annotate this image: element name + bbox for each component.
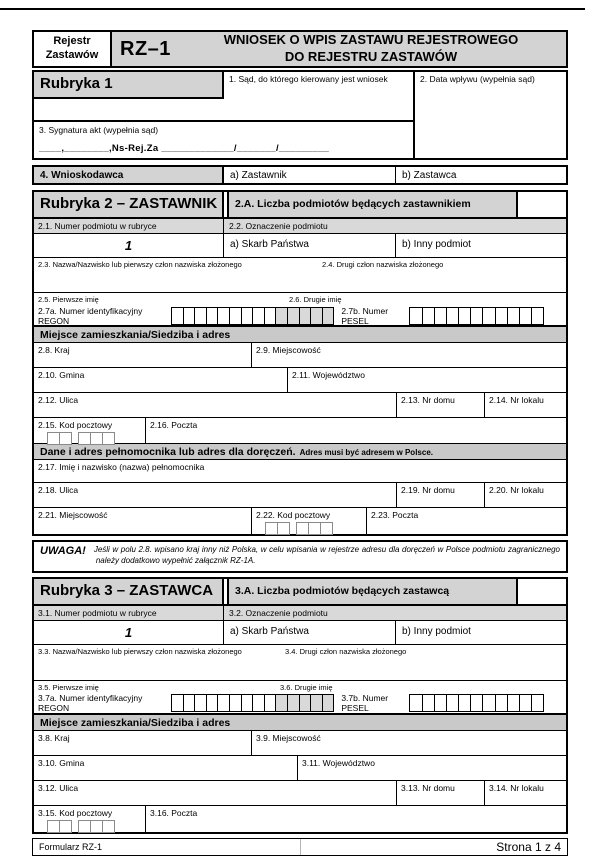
field-signature-line: ____,________,Ns-Rej.Za _____________/_______/_________: [39, 143, 330, 154]
page-top-edge: [0, 8, 585, 10]
uwaga-text: [94, 545, 560, 567]
field-2-22-label: 2.22. Kod pocztowy: [256, 510, 331, 520]
field-2-2-option-inny: b) Inny podmiot: [402, 239, 471, 250]
field-2-6-label: 2.6. Drugie imię: [289, 295, 342, 304]
field-2-10: 2.10. Gmina: [34, 368, 288, 392]
field-signature: [34, 120, 413, 158]
uwaga-text-line2: należy dodatkowo wypełnić załącznik RZ-1A.: [95, 555, 256, 565]
rubryka3-header: [34, 579, 566, 606]
field-3-8: 3.8. Kraj: [34, 731, 252, 755]
field-3-4-label: 3.4. Drugi człon nazwiska złożonego: [285, 646, 407, 656]
char-cell: [531, 694, 544, 712]
rubryka2-address-row2: [34, 368, 566, 393]
field-3-6-label: 3.6. Drugie imię: [280, 682, 333, 692]
rubryka2-address-row1: [34, 343, 566, 368]
wnioskodawca-option-zastawca: b) Zastawca: [402, 170, 457, 181]
field-2-7a-label: 2.7a. Numer identyfikacyjny REGON: [38, 305, 143, 326]
field-3-7b-label: 3.7b. Numer PESEL: [341, 693, 389, 714]
field-2-19: 2.19. Nr domu: [397, 483, 485, 507]
field-court-input-area: [34, 99, 413, 120]
pesel-cells-3: [410, 694, 544, 712]
rubryka3-title: Rubryka 3 – ZASTAWCA: [34, 579, 224, 604]
field-2-12: 2.12. Ulica: [34, 393, 397, 417]
field-3-3-3-4: [34, 645, 566, 681]
postal-cells-2: [256, 522, 362, 535]
section-rubryka2: [32, 190, 568, 536]
field-court-label: 1. Sąd, do którego kierowany jest wniosek: [229, 74, 388, 84]
field-2-5-2-6: [34, 293, 566, 306]
field-3-11: 3.11. Województwo: [302, 757, 375, 768]
form-footer: [32, 838, 568, 856]
uwaga-label: UWAGA!: [40, 545, 86, 557]
field-3-7a-label: 3.7a. Numer identyfikacyjny REGON: [38, 693, 143, 714]
field-2-1-value: 1: [34, 234, 224, 257]
rubryka3-count-input-box: [518, 579, 566, 604]
footer-divider: [300, 839, 301, 855]
form-page: [32, 30, 568, 856]
pesel-cells: [410, 307, 544, 325]
field-2-17: 2.17. Imię i nazwisko (nazwa) pełnomocnika: [38, 462, 205, 472]
registry-line1: Rejestr: [53, 35, 91, 48]
field-2-13: 2.13. Nr domu: [397, 393, 485, 417]
field-3-5-3-6: [34, 681, 566, 694]
field-3-3-label: 3.3. Nazwa/Nazwisko lub pierwszy człon nazwiska złożonego: [38, 646, 242, 656]
postal-cells-3: [38, 820, 141, 833]
field-3-2-label: 3.2. Oznaczenie podmiotu: [229, 607, 328, 618]
section-rubryka3: [32, 577, 568, 834]
regon-cells-3: [172, 694, 334, 712]
field-2-5-label: 2.5. Pierwsze imię: [38, 295, 99, 304]
form-title-line2: DO REJESTRU ZASTAWÓW: [284, 49, 458, 64]
field-3-15: [34, 806, 146, 832]
rubryka2-address-row4: [34, 418, 566, 444]
rubryka2-title: Rubryka 2 – ZASTAWNIK: [34, 192, 224, 217]
field-2-15: [34, 418, 146, 443]
field-2-8: 2.8. Kraj: [34, 343, 252, 367]
field-3-2-option-inny: b) Inny podmiot: [402, 625, 471, 637]
form-code: RZ–1: [120, 37, 171, 60]
field-2-7-row: [34, 306, 566, 327]
field-2-7b-label: 2.7b. Numer PESEL: [341, 305, 389, 326]
rubryka2-proxy-row2: [34, 483, 566, 508]
registry-line2: Zastawów: [45, 49, 99, 61]
field-3-1-value: 1: [34, 621, 224, 644]
postal-digit-cell: [59, 432, 72, 445]
field-2-16: 2.16. Poczta: [150, 420, 198, 430]
footer-page-number: Strona 1 z 4: [496, 839, 561, 854]
field-2-20: 2.20. Nr lokalu: [489, 485, 544, 495]
field-2-23: 2.23. Poczta: [371, 510, 419, 520]
rubryka2-proxy-bar: [34, 444, 566, 460]
rubryka2-address-bar: Miejsce zamieszkania/Siedziba i adres: [34, 327, 566, 343]
footer-form-name: Formularz RZ-1: [39, 841, 103, 852]
field-3-16: 3.16. Poczta: [150, 807, 198, 818]
field-2-22: [252, 508, 367, 534]
field-2-15-label: 2.15. Kod pocztowy: [38, 420, 113, 430]
postal-digit-cell: [102, 820, 115, 833]
rubryka1-label: Rubryka 1: [34, 72, 224, 99]
rubryka2-count-input-box: [518, 192, 566, 217]
postal-digit-cell: [320, 522, 333, 535]
proxy-bar-title: Dane i adres pełnomocnika lub adres dla doręczeń.: [40, 446, 296, 458]
regon-cells: [172, 307, 334, 325]
char-cell: [322, 307, 335, 325]
char-cell: [531, 307, 544, 325]
field-3-1-label: 3.1. Numer podmiotu w rubryce: [34, 606, 224, 620]
rubryka1-top-row: [34, 72, 413, 99]
rubryka2-header: [34, 192, 566, 219]
wnioskodawca-label: 4. Wnioskodawca: [34, 167, 224, 183]
registry-stamp-box: [34, 32, 112, 66]
postal-digit-cell: [102, 432, 115, 445]
field-2-4-label: 2.4. Drugi człon nazwiska złożonego: [322, 260, 444, 269]
field-2-14: 2.14. Nr lokalu: [489, 395, 544, 405]
field-3-12: 3.12. Ulica: [34, 781, 397, 805]
field-2-9: 2.9. Miejscowość: [256, 345, 321, 355]
char-cell: [322, 694, 335, 712]
field-2-21: 2.21. Miejscowość: [34, 508, 252, 534]
rubryka2-proxy-row1: [34, 460, 566, 483]
rubryka3-count-label: 3.A. Liczba podmiotów będących zastawcą: [227, 579, 518, 604]
form-header: [32, 30, 568, 68]
wnioskodawca-option-zastawnik: a) Zastawnik: [224, 167, 396, 183]
postal-cells: [38, 432, 141, 445]
rubryka3-labels-row: [34, 606, 566, 621]
rubryka3-address-bar: Miejsce zamieszkania/Siedziba i adres: [34, 715, 566, 731]
rubryka3-address-row4: [34, 806, 566, 832]
form-title-line1: WNIOSEK O WPIS ZASTAWU REJESTROWEGO: [223, 32, 519, 48]
field-3-10: 3.10. Gmina: [34, 756, 298, 780]
field-2-2-option-skarb: a) Skarb Państwa: [224, 234, 396, 257]
field-3-5-label: 3.5. Pierwsze imię: [38, 682, 99, 692]
rubryka3-address-row2: [34, 756, 566, 781]
field-3-7-row: [34, 694, 566, 715]
field-3-9: 3.9. Miejscowość: [256, 732, 321, 743]
rubryka3-address-row3: [34, 781, 566, 806]
postal-digit-cell: [59, 820, 72, 833]
proxy-bar-note: Adres musi być adresem w Polsce.: [299, 448, 433, 457]
uwaga-note-box: [32, 540, 568, 573]
field-2-3-2-4: [34, 258, 566, 293]
field-3-14: 3.14. Nr lokalu: [489, 782, 544, 793]
row-wnioskodawca: [32, 165, 568, 185]
rubryka2-count-label: 2.A. Liczba podmiotów będących zastawnikiem: [227, 192, 518, 217]
rubryka2-address-row3: [34, 393, 566, 418]
field-date-received: 2. Data wpływu (wypełnia sąd): [420, 74, 535, 84]
section-rubryka1: [32, 70, 568, 160]
field-2-3-label: 2.3. Nazwa/Nazwisko lub pierwszy człon nazwiska złożonego: [38, 260, 242, 269]
field-2-11: 2.11. Województwo: [292, 370, 365, 380]
rubryka1-left: [34, 72, 415, 158]
rubryka2-labels-row: [34, 219, 566, 234]
field-3-13: 3.13. Nr domu: [397, 781, 485, 805]
rubryka2-values-row: [34, 234, 566, 258]
form-title: [182, 32, 566, 66]
rubryka3-address-row1: [34, 731, 566, 756]
rubryka3-values-row: [34, 621, 566, 645]
postal-digit-cell: [277, 522, 290, 535]
field-2-18: 2.18. Ulica: [34, 483, 397, 507]
field-2-1-label: 2.1. Numer podmiotu w rubryce: [34, 219, 224, 233]
rubryka2-proxy-row3: [34, 508, 566, 534]
uwaga-text-line1: Jeśli w polu 2.8. wpisano kraj inny niż Polska, w celu wpisania w rejestrze adresu dla doręczeń w Polsce podmiotu zagranicznego: [93, 545, 560, 554]
field-3-2-option-skarb: a) Skarb Państwa: [224, 621, 396, 644]
field-2-2-label: 2.2. Oznaczenie podmiotu: [229, 221, 328, 231]
field-3-15-label: 3.15. Kod pocztowy: [38, 807, 113, 818]
field-signature-label: 3. Sygnatura akt (wypełnia sąd): [39, 125, 159, 135]
